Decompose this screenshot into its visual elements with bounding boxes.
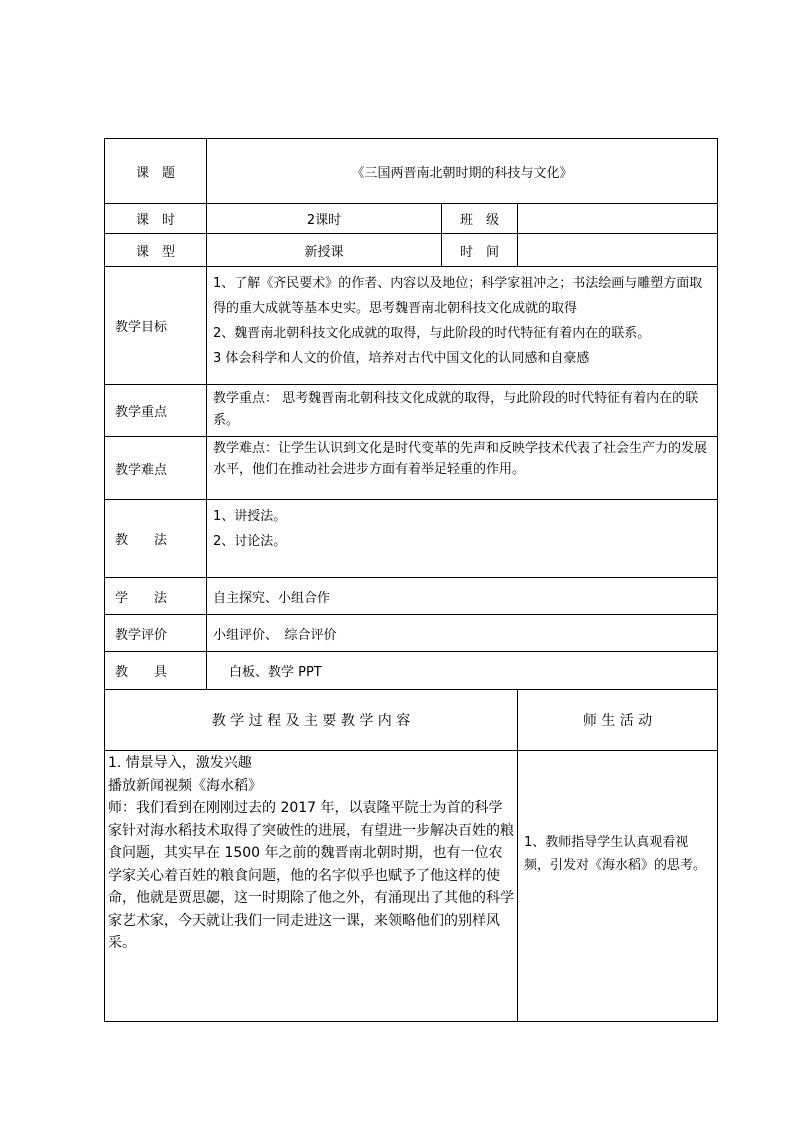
tools-value: 白板、教学 PPT [229, 665, 322, 680]
key-label: 教学重点 [115, 405, 168, 420]
activity-text: 1、教师指导学生认真观看视频，引发对《海水稻》的思考。 [524, 835, 707, 873]
topic-value: 《三国两晋南北朝时期的科技与文化》 [351, 165, 573, 181]
goals-list [207, 267, 717, 384]
process-line: 1. 情景导入，激发兴趣 [108, 755, 252, 771]
goals-label: 教学目标 [115, 320, 168, 335]
difficulty-label: 教学难点 [115, 462, 168, 478]
goal-item: 1、了解《齐民要术》的作者、内容以及地位；科学家祖冲之；书法绘画与雕塑方面取得的重大成就等基本史实。思考魏晋南北朝科技文化成就的取得 [213, 276, 703, 316]
learn-label: 学 法 [115, 590, 168, 606]
type-label: 课 型 [135, 244, 175, 260]
process-line: 播放新闻视频《海水稻》 [108, 777, 262, 794]
method-label: 教 法 [115, 533, 168, 548]
type-value: 新授课 [304, 244, 344, 260]
goal-item: 2、魏晋南北朝科技文化成就的取得，与此阶段的时代特征有着内在的联系。 [213, 326, 651, 341]
process-header: 教 学 过 程 及 主 要 教 学 内 容 [211, 713, 411, 729]
class-label: 班 级 [459, 213, 499, 228]
time-label: 时 间 [459, 244, 499, 260]
method-item: 2、讨论法。 [213, 534, 287, 549]
key-value: 教学重点： 思考魏晋南北朝科技文化成就的取得，与此阶段的时代特征有着内在的联系。 [213, 391, 699, 428]
goal-item: 3 体会科学和人文的价值，培养对古代中国文化的认同感和自豪感 [213, 351, 590, 366]
method-item: 1、讲授法。 [213, 509, 287, 524]
hours-label: 课 时 [135, 213, 175, 228]
methods-list [207, 500, 717, 577]
time-value [518, 234, 717, 266]
hours-value: 2课时 [306, 213, 342, 228]
process-content [105, 751, 517, 1021]
tools-label: 教 具 [115, 665, 168, 680]
activity-header: 师 生 活 动 [582, 713, 653, 729]
eval-value: 小组评价、 综合评价 [213, 627, 337, 643]
difficulty-value: 教学难点：让学生认识到文化是时代变革的先声和反映学技术代表了社会生产力的发展水平，他们在推动社会进步方面有着举足轻重的作用。 [213, 441, 708, 477]
class-value [518, 204, 717, 233]
learn-value: 自主探究、小组合作 [213, 590, 331, 606]
eval-label: 教学评价 [115, 627, 168, 643]
topic-label: 课 题 [135, 165, 175, 181]
process-line: 师：我们看到在刚刚过去的 2017 年，以袁隆平院士为首的科学家针对海水稻技术取得了突破性的进展，有望进一步解决百姓的粮食问题，其实早在 1500 年之前的魏晋南北朝时期，也有一位农学家关心着百姓的粮食问题，他的名字似乎也赋予了他这样的使命，他就是贾思勰，这一时期除了他之外，有涌现出了其他的科学家艺术家，今天就让我们一同走进这一课，来领略他们的别样风采。 [108, 800, 514, 951]
activity-content [518, 751, 717, 957]
